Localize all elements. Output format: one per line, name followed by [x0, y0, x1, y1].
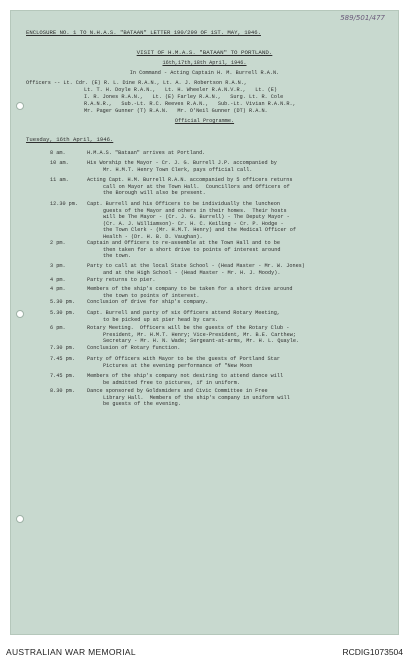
command-line: In Command - Acting Captain H. M. Burrell R.A.N. — [129, 70, 280, 76]
event-description-line: the Borough will also be present. — [103, 190, 206, 196]
visit-dates: 16th,17th,18th April, 1946. — [162, 60, 247, 66]
event-time: 12.30 pm. — [50, 201, 79, 207]
event-time: 3 pm. — [50, 263, 66, 269]
punch-hole — [16, 102, 24, 110]
punch-hole — [16, 515, 24, 523]
event-time: 8.30 pm. — [50, 388, 75, 394]
event-description-line: Members of the ship's company to be taken for a short drive around — [87, 286, 293, 292]
event-description-line: Conclusion of Rotary function. — [87, 345, 181, 351]
event-description-line: (Cr. A. J. Williamson)- Cr. H. C. Keiling - Cr. P. Hodge - — [103, 220, 284, 227]
event-time: 10 am. — [50, 160, 69, 166]
event-description-line: Rotary Meeting. Officers will be the guests of the Rotary Club - — [87, 325, 290, 331]
event-time: 11 am. — [50, 177, 69, 183]
event-description-line: the town to points of interest. — [103, 292, 200, 299]
event-description-line: the Town Clerk - (Mr. H.M.T. Henry) and the Medical Officer of — [103, 227, 297, 233]
event-time: 4 pm. — [50, 277, 66, 283]
footer-id: RCDIG1073504 — [342, 647, 403, 657]
event-description-line: Captain and Officers to re-assemble at the Town Hall and to be — [87, 240, 281, 246]
event-description-line: Secretary - Mr. H. N. Wade; Sergeant-at-arms, Mr. H. L. Quayle. — [103, 338, 300, 344]
event-time: 4 pm. — [50, 286, 66, 292]
event-description-line: and at the High School - (Head Master - Mr. H. J. Moody). — [103, 269, 281, 276]
file-reference: 589/501/477 — [340, 14, 385, 22]
event-description-line: the town. — [103, 253, 132, 259]
event-description-line: Party to call at the local State School - (Head Master - Mr. W. Jones) — [87, 263, 305, 269]
programme-title: Official Programme. — [174, 118, 235, 124]
event-time: 5.30 pm. — [50, 299, 75, 305]
event-description-line: President, Mr. H.M.T. Henry; Vice-President, Mr. B.E. Carthew; — [103, 331, 297, 338]
event-description-line: Capt. Burrell and party of six Officers attend Rotary Meeting, — [87, 310, 281, 316]
document-title: VISIT OF H.M.A.S. "BATAAN" TO PORTLAND. — [136, 49, 273, 56]
event-description-line: Dance sponsored by Goldsmiders and Civic Committee in Free — [87, 388, 268, 394]
punch-hole — [16, 310, 24, 318]
event-description-line: be guests of the evening. — [103, 401, 181, 407]
event-description-line: H.M.A.S. "Bataan" arrives at Portland. — [87, 150, 206, 156]
event-time: 7.45 pm. — [50, 373, 75, 379]
event-time: 7.30 pm. — [50, 345, 75, 351]
event-time: 2 pm. — [50, 240, 66, 246]
day-heading: Tuesday, 16th April, 1946. — [26, 136, 114, 143]
event-time: 5.30 pm. — [50, 310, 75, 316]
document-sheet: 589/501/477 ENCLOSURE NO. 1 TO N.H.A.S. "BATAAN" LETTER 190/299 OF 1ST. MAY, 1946. VISIT OF H.M.A.S. "BATAAN" TO PORTLAND. 16th,17th,18th April, 1946. In Command - Acting Captain H. M. Burrell R.A.N. Officers -- Lt. Cdr. (E) R. L. Dine R.A.N., Lt. A. J. Robertson R.A.N., Lt. T. H. Doyle R.A.N., Lt. H. Wheeler R.A.N.V.R., Lt. (E) I. R. Jones R.A.N., Lt. (E) Farley R.A.N., Surg. Lt. R. Cole R.A.N.R., Sub.-Lt. R.C. Reeves R.A.N., Sub.-Lt. Vivian R.A.N.R., Mr. Pager Gunner (T) R.A.N. Mr. O'Neil Gunner (DT) R.A.N. Official Programme. Tuesday, 16th April, 1946. 8 am. H.M.A.S. "Bataan" arrives at Portland. 10 am. His Worship the Mayor - Cr. J. G. Burrell J.P. accompanied by Mr. H.M.T. Henry Town Clerk, pays official call. 11 am. Acting Capt. H.M. Burrell R.A.N. accompanied by 5 officers returns call on Mayor at the Town Hall. Councillors and Officers of the Borough will also be present. 12.30 pm. Capt. Burrell and his Officers to be individually the luncheon guests of the Mayor and others in their homes. Their hosts will be The Mayor - (Cr. J. G. Burrell) - The Deputy Mayor - (Cr. A. J. Williamson)- Cr. H. C. Keiling - Cr. P. Hodge - the Town Clerk - (Mr. H.M.T. Henry) and the Medical Officer of Health - (Dr. H. B. D. Vaughan). 2 pm. Captain and Officers to re-assemble at the Town Hall and to be then taken for a short drive to points of interest around the town. 3 pm. Party to call at the local State School - (Head Master - Mr. W. Jones) and at the High School - (Head Master - Mr. H. J. Moody). 4 pm. Party returns to pier. 4 pm. Members of the ship's company to be taken for a short drive around the town to points of interest. 5.30 pm. Conclusion of drive for ship's company. 5.30 pm. Capt. Burrell and party of six Officers attend Rotary Meeting, to be picked up at pier head by cars. 6 pm. Rotary Meeting. Officers will be the guests of the Rotary Club - President, Mr. H.M.T. Henry; Vice-President, Mr. B.E. Carthew; Secretary - Mr. H. N. Wade; Sergeant-at-arms, Mr. H. L. Quayle. 7.30 pm. Conclusion of Rotary function. 7.45 pm. Party of Officers with Mayor to be the guests of Portland Star Pictures at the evening performance of "New Moon 7.45 pm. Members of the ship's company not desiring to attend dance will be admitted free to pictures, if in uniform. 8.30 pm. Dance sponsored by Goldsmiders and Civic Committee in Free Library Hall. Members of the ship's company in uniform will be guests of the evening. — [10, 10, 399, 635]
event-description-line: call on Mayor at the Town Hall. Councillors and Officers of — [103, 183, 290, 190]
event-description-line: then taken for a short drive to points of interest around — [103, 246, 281, 253]
event-description-line: will be The Mayor - (Cr. J. G. Burrell) - The Deputy Mayor - — [103, 214, 290, 220]
footer-source: AUSTRALIAN WAR MEMORIAL — [6, 647, 136, 657]
footer — [0, 639, 409, 666]
event-description-line: Members of the ship's company not desiring to attend dance will — [87, 373, 284, 379]
event-description-line: Conclusion of drive for ship's company. — [87, 299, 209, 305]
event-description-line: Health - (Dr. H. B. D. Vaughan). — [103, 233, 203, 240]
event-description-line: be admitted free to pictures, if in uniform. — [103, 379, 240, 386]
event-description-line: His Worship the Mayor - Cr. J. G. Burrell J.P. accompanied by — [87, 160, 277, 166]
event-time: 6 pm. — [50, 325, 66, 331]
event-description-line: Party of Officers with Mayor to be the guests of Portland Star — [87, 356, 281, 362]
event-description-line: Acting Capt. H.M. Burrell R.A.N. accompanied by 5 officers returns — [87, 177, 293, 183]
event-description-line: guests of the Mayor and others in their homes. Their hosts — [103, 207, 287, 214]
event-description-line: Pictures at the evening performance of "New Moon — [103, 362, 253, 369]
event-description-line: Capt. Burrell and his Officers to be individually the luncheon — [87, 201, 281, 207]
event-description-line: Library Hall. Members of the ship's company in uniform will — [103, 394, 290, 401]
event-time: 7.45 pm. — [50, 356, 75, 362]
enclosure-heading: ENCLOSURE NO. 1 TO N.H.A.S. "BATAAN" LETTER 190/299 OF 1ST. MAY, 1946. — [26, 29, 261, 36]
event-time: 8 am. — [50, 150, 66, 156]
event-description-line: Mr. H.M.T. Henry Town Clerk, pays official call. — [103, 166, 253, 173]
event-description-line: Party returns to pier. — [87, 277, 156, 283]
event-description-line: to be picked up at pier head by cars. — [103, 316, 219, 323]
